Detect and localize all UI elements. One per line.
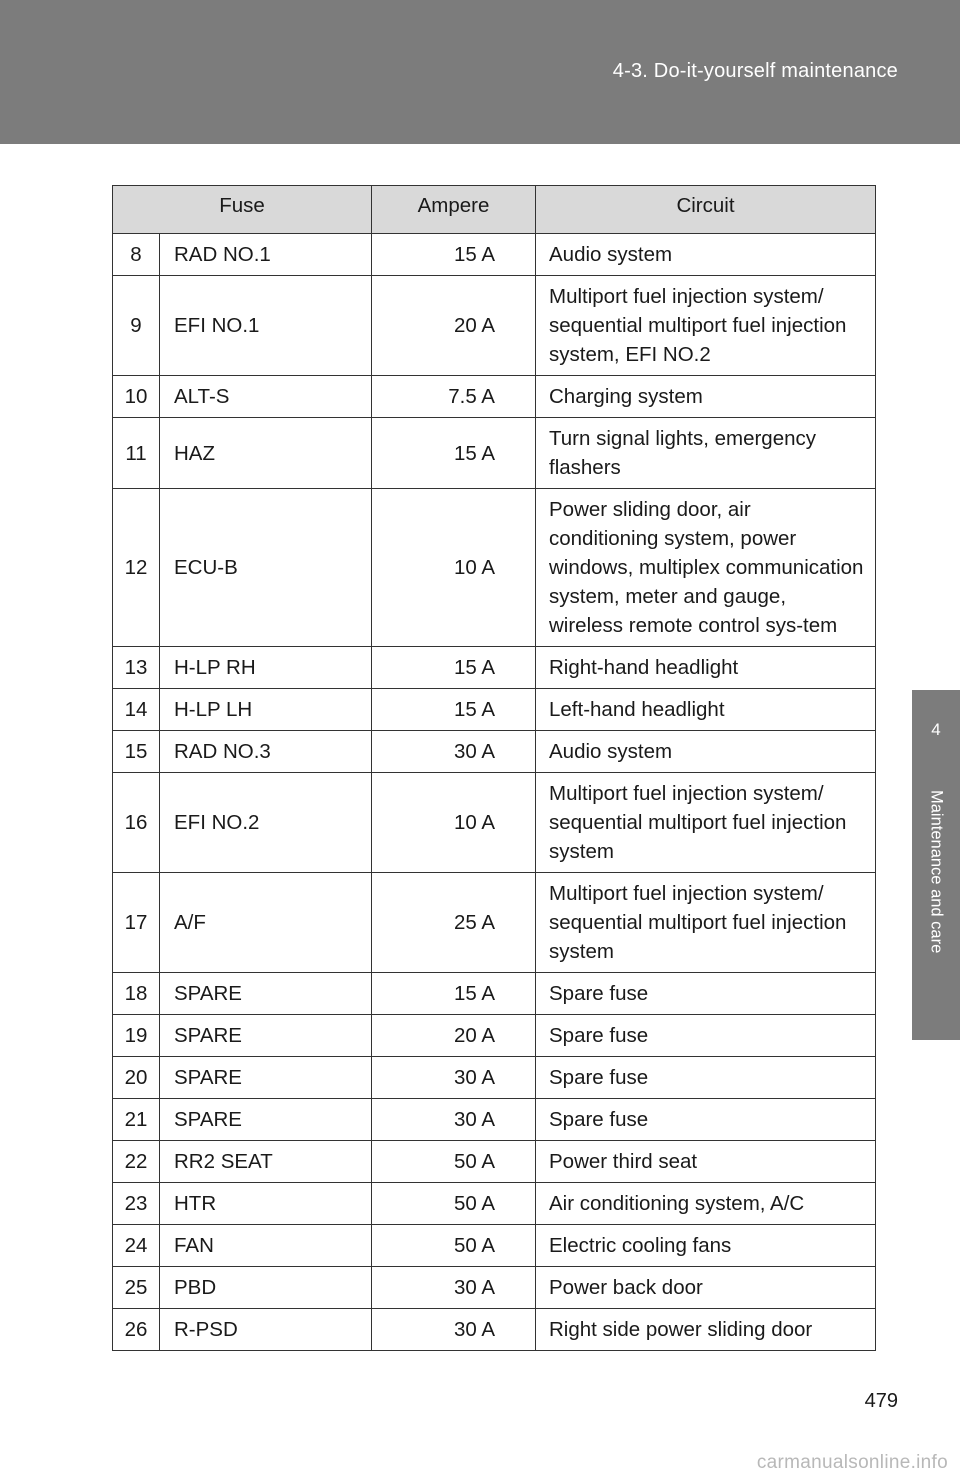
chapter-side-tab bbox=[912, 690, 960, 1040]
fuse-number-cell: 11 bbox=[113, 418, 160, 489]
fuse-number-cell: 21 bbox=[113, 1099, 160, 1141]
circuit-cell: Multiport fuel injection system/ sequential multiport fuel injection system bbox=[536, 873, 876, 973]
fuse-name-cell: FAN bbox=[160, 1225, 372, 1267]
fuse-table-body bbox=[113, 234, 876, 1351]
fuse-name-cell: SPARE bbox=[160, 1015, 372, 1057]
fuse-number-cell: 12 bbox=[113, 489, 160, 647]
ampere-cell: 10 A bbox=[372, 489, 536, 647]
circuit-cell: Charging system bbox=[536, 376, 876, 418]
fuse-name-cell: HTR bbox=[160, 1183, 372, 1225]
ampere-cell: 7.5 A bbox=[372, 376, 536, 418]
ampere-cell: 15 A bbox=[372, 418, 536, 489]
ampere-cell: 25 A bbox=[372, 873, 536, 973]
fuse-name-cell: EFI NO.1 bbox=[160, 276, 372, 376]
fuse-number-cell: 24 bbox=[113, 1225, 160, 1267]
ampere-cell: 50 A bbox=[372, 1183, 536, 1225]
fuse-name-cell: SPARE bbox=[160, 1099, 372, 1141]
circuit-cell: Right-hand headlight bbox=[536, 647, 876, 689]
fuse-number-cell: 19 bbox=[113, 1015, 160, 1057]
circuit-cell: Power third seat bbox=[536, 1141, 876, 1183]
watermark: carmanualsonline.info bbox=[756, 1452, 948, 1473]
fuse-name-cell: H-LP LH bbox=[160, 689, 372, 731]
chapter-title: Maintenance and care bbox=[927, 790, 946, 954]
ampere-cell: 30 A bbox=[372, 731, 536, 773]
table-row bbox=[113, 689, 876, 731]
ampere-cell: 30 A bbox=[372, 1099, 536, 1141]
fuse-number-cell: 18 bbox=[113, 973, 160, 1015]
fuse-name-cell: RR2 SEAT bbox=[160, 1141, 372, 1183]
ampere-cell: 30 A bbox=[372, 1267, 536, 1309]
header-band bbox=[0, 0, 960, 144]
circuit-cell: Spare fuse bbox=[536, 1015, 876, 1057]
table-row bbox=[113, 1309, 876, 1351]
fuse-number-cell: 16 bbox=[113, 773, 160, 873]
table-row bbox=[113, 1225, 876, 1267]
fuse-name-cell: RAD NO.1 bbox=[160, 234, 372, 276]
circuit-cell: Multiport fuel injection system/ sequential multiport fuel injection system, EFI NO.2 bbox=[536, 276, 876, 376]
ampere-cell: 15 A bbox=[372, 973, 536, 1015]
table-row bbox=[113, 376, 876, 418]
ampere-cell: 20 A bbox=[372, 276, 536, 376]
table-row bbox=[113, 1099, 876, 1141]
table-row bbox=[113, 418, 876, 489]
fuse-number-cell: 17 bbox=[113, 873, 160, 973]
fuse-table bbox=[112, 185, 876, 1351]
fuse-name-cell: R-PSD bbox=[160, 1309, 372, 1351]
fuse-name-cell: EFI NO.2 bbox=[160, 773, 372, 873]
fuse-name-cell: RAD NO.3 bbox=[160, 731, 372, 773]
circuit-cell: Spare fuse bbox=[536, 973, 876, 1015]
circuit-cell: Spare fuse bbox=[536, 1099, 876, 1141]
table-header-row bbox=[113, 186, 876, 234]
table-row bbox=[113, 1057, 876, 1099]
fuse-name-cell: ALT-S bbox=[160, 376, 372, 418]
table-row bbox=[113, 773, 876, 873]
ampere-cell: 30 A bbox=[372, 1309, 536, 1351]
table-row bbox=[113, 973, 876, 1015]
circuit-cell: Multiport fuel injection system/ sequential multiport fuel injection system bbox=[536, 773, 876, 873]
circuit-cell: Power sliding door, air conditioning system, power windows, multiplex communication system, meter and gauge, wireless remote control sys-tem bbox=[536, 489, 876, 647]
fuse-name-cell: SPARE bbox=[160, 973, 372, 1015]
table-row bbox=[113, 873, 876, 973]
circuit-cell: Audio system bbox=[536, 731, 876, 773]
circuit-cell: Electric cooling fans bbox=[536, 1225, 876, 1267]
fuse-name-cell: A/F bbox=[160, 873, 372, 973]
table-row bbox=[113, 731, 876, 773]
ampere-cell: 15 A bbox=[372, 234, 536, 276]
circuit-cell: Audio system bbox=[536, 234, 876, 276]
fuse-number-cell: 14 bbox=[113, 689, 160, 731]
table-row bbox=[113, 647, 876, 689]
section-title: 4-3. Do-it-yourself maintenance bbox=[612, 60, 898, 82]
fuse-number-cell: 9 bbox=[113, 276, 160, 376]
table-row bbox=[113, 489, 876, 647]
fuse-number-cell: 22 bbox=[113, 1141, 160, 1183]
fuse-name-cell: SPARE bbox=[160, 1057, 372, 1099]
ampere-cell: 30 A bbox=[372, 1057, 536, 1099]
circuit-cell: Left-hand headlight bbox=[536, 689, 876, 731]
fuse-name-cell: H-LP RH bbox=[160, 647, 372, 689]
fuse-number-cell: 15 bbox=[113, 731, 160, 773]
page-number: 479 bbox=[864, 1390, 898, 1412]
ampere-cell: 50 A bbox=[372, 1225, 536, 1267]
fuse-name-cell: PBD bbox=[160, 1267, 372, 1309]
circuit-cell: Right side power sliding door bbox=[536, 1309, 876, 1351]
fuse-number-cell: 13 bbox=[113, 647, 160, 689]
circuit-cell: Turn signal lights, emergency flashers bbox=[536, 418, 876, 489]
table-row bbox=[113, 1267, 876, 1309]
header-circuit: Circuit bbox=[536, 186, 876, 234]
circuit-cell: Spare fuse bbox=[536, 1057, 876, 1099]
ampere-cell: 50 A bbox=[372, 1141, 536, 1183]
fuse-number-cell: 20 bbox=[113, 1057, 160, 1099]
table-row bbox=[113, 1015, 876, 1057]
circuit-cell: Air conditioning system, A/C bbox=[536, 1183, 876, 1225]
circuit-cell: Power back door bbox=[536, 1267, 876, 1309]
fuse-number-cell: 26 bbox=[113, 1309, 160, 1351]
header-ampere: Ampere bbox=[372, 186, 536, 234]
table-row bbox=[113, 234, 876, 276]
fuse-number-cell: 8 bbox=[113, 234, 160, 276]
ampere-cell: 20 A bbox=[372, 1015, 536, 1057]
header-fuse: Fuse bbox=[113, 186, 372, 234]
table-row bbox=[113, 1183, 876, 1225]
chapter-number: 4 bbox=[931, 720, 941, 739]
ampere-cell: 10 A bbox=[372, 773, 536, 873]
ampere-cell: 15 A bbox=[372, 647, 536, 689]
fuse-number-cell: 10 bbox=[113, 376, 160, 418]
fuse-name-cell: ECU-B bbox=[160, 489, 372, 647]
fuse-name-cell: HAZ bbox=[160, 418, 372, 489]
ampere-cell: 15 A bbox=[372, 689, 536, 731]
table-row bbox=[113, 1141, 876, 1183]
fuse-number-cell: 23 bbox=[113, 1183, 160, 1225]
table-row bbox=[113, 276, 876, 376]
fuse-number-cell: 25 bbox=[113, 1267, 160, 1309]
